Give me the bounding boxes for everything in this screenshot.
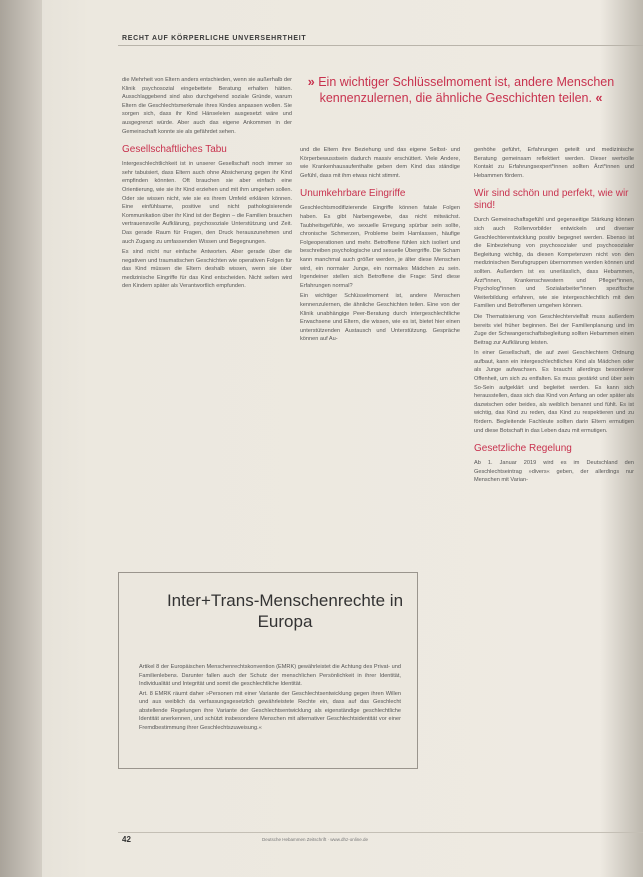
quote-text: Ein wichtiger Schlüsselmoment ist, andere Menschen kennenzulernen, die ähnliche Geschichten teilen. bbox=[318, 75, 615, 105]
section-heading: Unumkehrbare Eingriffe bbox=[300, 188, 406, 200]
column-2 bbox=[300, 146, 460, 346]
paragraph: genhöhe geführt, Erfahrungen geteilt und medizinische Beratung gemeinsam reflektiert werden. Dieser wertvolle Kontakt zu Erfahrungsexpert*innen sollten Ärzt*innen und Hebammen fördern. bbox=[474, 147, 634, 179]
header-rule bbox=[118, 45, 643, 46]
info-box-text bbox=[139, 663, 401, 733]
paragraph: Es sind nicht nur einfache Antworten. Aber gerade über die negativen und traumatischen Geschichten wie operativen Folgen für das Kind müssen die Eltern deshalb wissen, wenn sie über medizinische Eingriffe für das Kind entscheiden. Nicht selten wird den Kindern später als Verantwortlich empfunden. bbox=[122, 249, 292, 290]
info-box-title: Inter+Trans-Menschenrechte in Europa bbox=[166, 591, 404, 631]
paragraph: Intergeschlechtlichkeit ist in unserer Gesellschaft noch immer so sehr tabuisiert, dass Eltern auch ohne Absicherung gegen ihr Kind empfinden könnten. Oft brauchen sie aber einfach eine Orientierung, wie sie ihr Kind erziehen und mit ihm umgehen sollen. Oder sie wissen nicht, wie sie es ihrem Umfeld erklären können. Eine einfühlsame, positive und nicht pathologisierende Kommunikation über ihr Kind ist der Beginn – die Familien brauchen vertrauensvolle Aufklärung, psychosoziale Unterstützung und Zeit. Das gerade Raum für Fragen, den Druck herauszunehmen und auch Zugang zu umfassenden Wissen und Begegnungen. bbox=[122, 161, 292, 245]
quote-close-mark: « bbox=[595, 91, 603, 105]
section-heading: Gesetzliche Regelung bbox=[474, 443, 572, 455]
paragraph: und die Eltern ihre Beziehung und das eigene Selbst- und Körperbewusstsein dadurch massiv erschüttert. Viele Andere, wie Krankenhausaufenthalte geben dem Kind das ständige Gefühl, dass mit ihm etwas nicht stimmt. bbox=[300, 147, 460, 179]
paragraph: Ein wichtiger Schlüsselmoment ist, andere Menschen kennenzulernen, die ähnliche Geschichten teilen. Eine von der Klinik unabhängige Peer-Beratung durch intergeschlechtliche Erwachsene und Eltern, die wissen, wie es ist, bietet hier einen unterstützenden Austausch und Unterstützung. Gespräche können auf Au- bbox=[300, 293, 460, 343]
column-1 bbox=[122, 76, 292, 293]
section-heading: Gesellschaftliches Tabu bbox=[122, 144, 227, 156]
info-box bbox=[118, 572, 418, 769]
paragraph: In einer Gesellschaft, die auf zwei Geschlechtern Ordnung aufbaut, kann ein intergeschlechtliches Kind als Mädchen oder als Junge aufwachsen. Es braucht allerdings besonderer Offenheit, um sich zu entfalten. Es muss gestärkt und über sein So-Sein aufgeklärt und begleitet werden. Es kann sich herausstellen, dass sich das Kind von Anfang an oder später als dazwischen oder beides, als weiblich benannt und fühlt. Es ist wichtig, das Kind zu reden, das Kind zu respektieren und zu fördern. Begleitende Fachleute sollten darin Eltern ermutigen und diese Botschaft in das Leben dazu mit ermutigen. bbox=[474, 350, 634, 434]
paragraph: Die Thematisierung von Geschlechtervielfalt muss außerdem bereits viel früher beginnen. Bei der Familienplanung und im Zuge der Schwangerschaftsbegleitung sollten Hebammen einen Beitrag zur Aufklärung leisten. bbox=[474, 313, 634, 346]
column-3 bbox=[474, 146, 634, 487]
running-header: RECHT AUF KÖRPERLICHE UNVERSEHRTHEIT bbox=[122, 35, 307, 42]
page-binding-edge bbox=[0, 0, 42, 877]
paragraph: Art. 8 EMRK räumt daher »Personen mit einer Variante der Geschlechtsentwicklung gegen ihren Willen und aus weiblich da verfassungsgesetzlich gewährleistete Rechte ein, dass auf das Geschlecht abstellende Regelungen ihre Variante der Geschlechtsentwicklung als eigenständige geschlechtliche Identität anerkennen, und schützt insbesondere Menschen mit alternativer Geschlechtsidentität vor einer Fremdbestimmung ihrer Geschlechtszuweisung.« bbox=[139, 690, 401, 731]
paragraph: Ab 1. Januar 2019 wird es im Deutschland den Geschlechtseintrag »divers« geben, der allerdings nur Menschen mit Varian- bbox=[474, 460, 634, 484]
footer-text: Deutsche Hebammen Zeitschrift · www.dhz-online.de bbox=[262, 837, 369, 842]
paragraph: Geschlechtsmodifizierende Eingriffe können fatale Folgen haben. Es gibt Narbengewebe, das nicht mitwächst. Taubheitsgefühle, wo sexuelle Erregung spürbar sein sollte, chronische Schmerzen, Probleme beim Harnlassen, häufige Folgeoperationen und mehr. Betroffene fühlen sich isoliert und beschreiben psychologische und sexuelle Übergriffe. Die Scham kann manchmal auch größer werden, je älter diese Menschen wird, ein normaler Junge, ein normales Mädchen zu sein. Irgendeiner stellen sich Betroffene die Frage: Sind diese Erfahrungen normal? bbox=[300, 205, 460, 289]
section-heading: Wir sind schön und perfekt, wie wir sind! bbox=[474, 188, 629, 212]
quote-open-mark: » bbox=[307, 75, 315, 89]
paragraph: die Mehrheit von Eltern anders entschieden, wenn sie außerhalb der Klinik psychosozial eingebettete Beratung erhalten hätten. Ausschlaggebend sind also durchgehend soziale Gründe, warum Eltern die Geschlechtsmerkmale ihres Kindes anpassen wollen. Sie sorgen sich, dass ihr Kind Hänseleien ausgesetzt wäre und ausgegrenzt würde. Aber auch das eigene Ankommen in der Gemeinschaft konnte sie als gefährdet sehen. bbox=[122, 77, 292, 135]
pull-quote bbox=[300, 74, 622, 106]
page-number: 42 bbox=[122, 835, 131, 844]
paragraph: Durch Gemeinschaftsgefühl und gegenseitige Stärkung können sich auch Rollenvorbilder entwickeln und diverser Geschlechterentwicklung positiv begegnet werden. Ebenso ist die Einbeziehung von psychosozialer und psychosozialer Begleitung wichtig, da diesen Kompetenzen nicht von den medizinischen Berufsgruppen übernommen werden können und sollten. Außerdem ist es unerlässlich, dass Hebammen, Ärzt*innen, Krankenschwestern und Pfleger*innen, Psycholog*innen und Sozialarbeiter*innen spezifische Weiterbildung erfahren, wie sie intergeschlechtlich mit den Familien und Betroffenen umgehen können. bbox=[474, 217, 634, 310]
footer-rule bbox=[118, 832, 643, 833]
paragraph: Artikel 8 der Europäischen Menschenrechtskonvention (EMRK) gewährleistet die Achtung des Privat- und Familienlebens. Darunter fallen auch der Schutz der menschlichen Persönlichkeit in ihrer Identität, Individualität und Integrität und somit die geschlechtliche Identität. bbox=[139, 664, 401, 687]
